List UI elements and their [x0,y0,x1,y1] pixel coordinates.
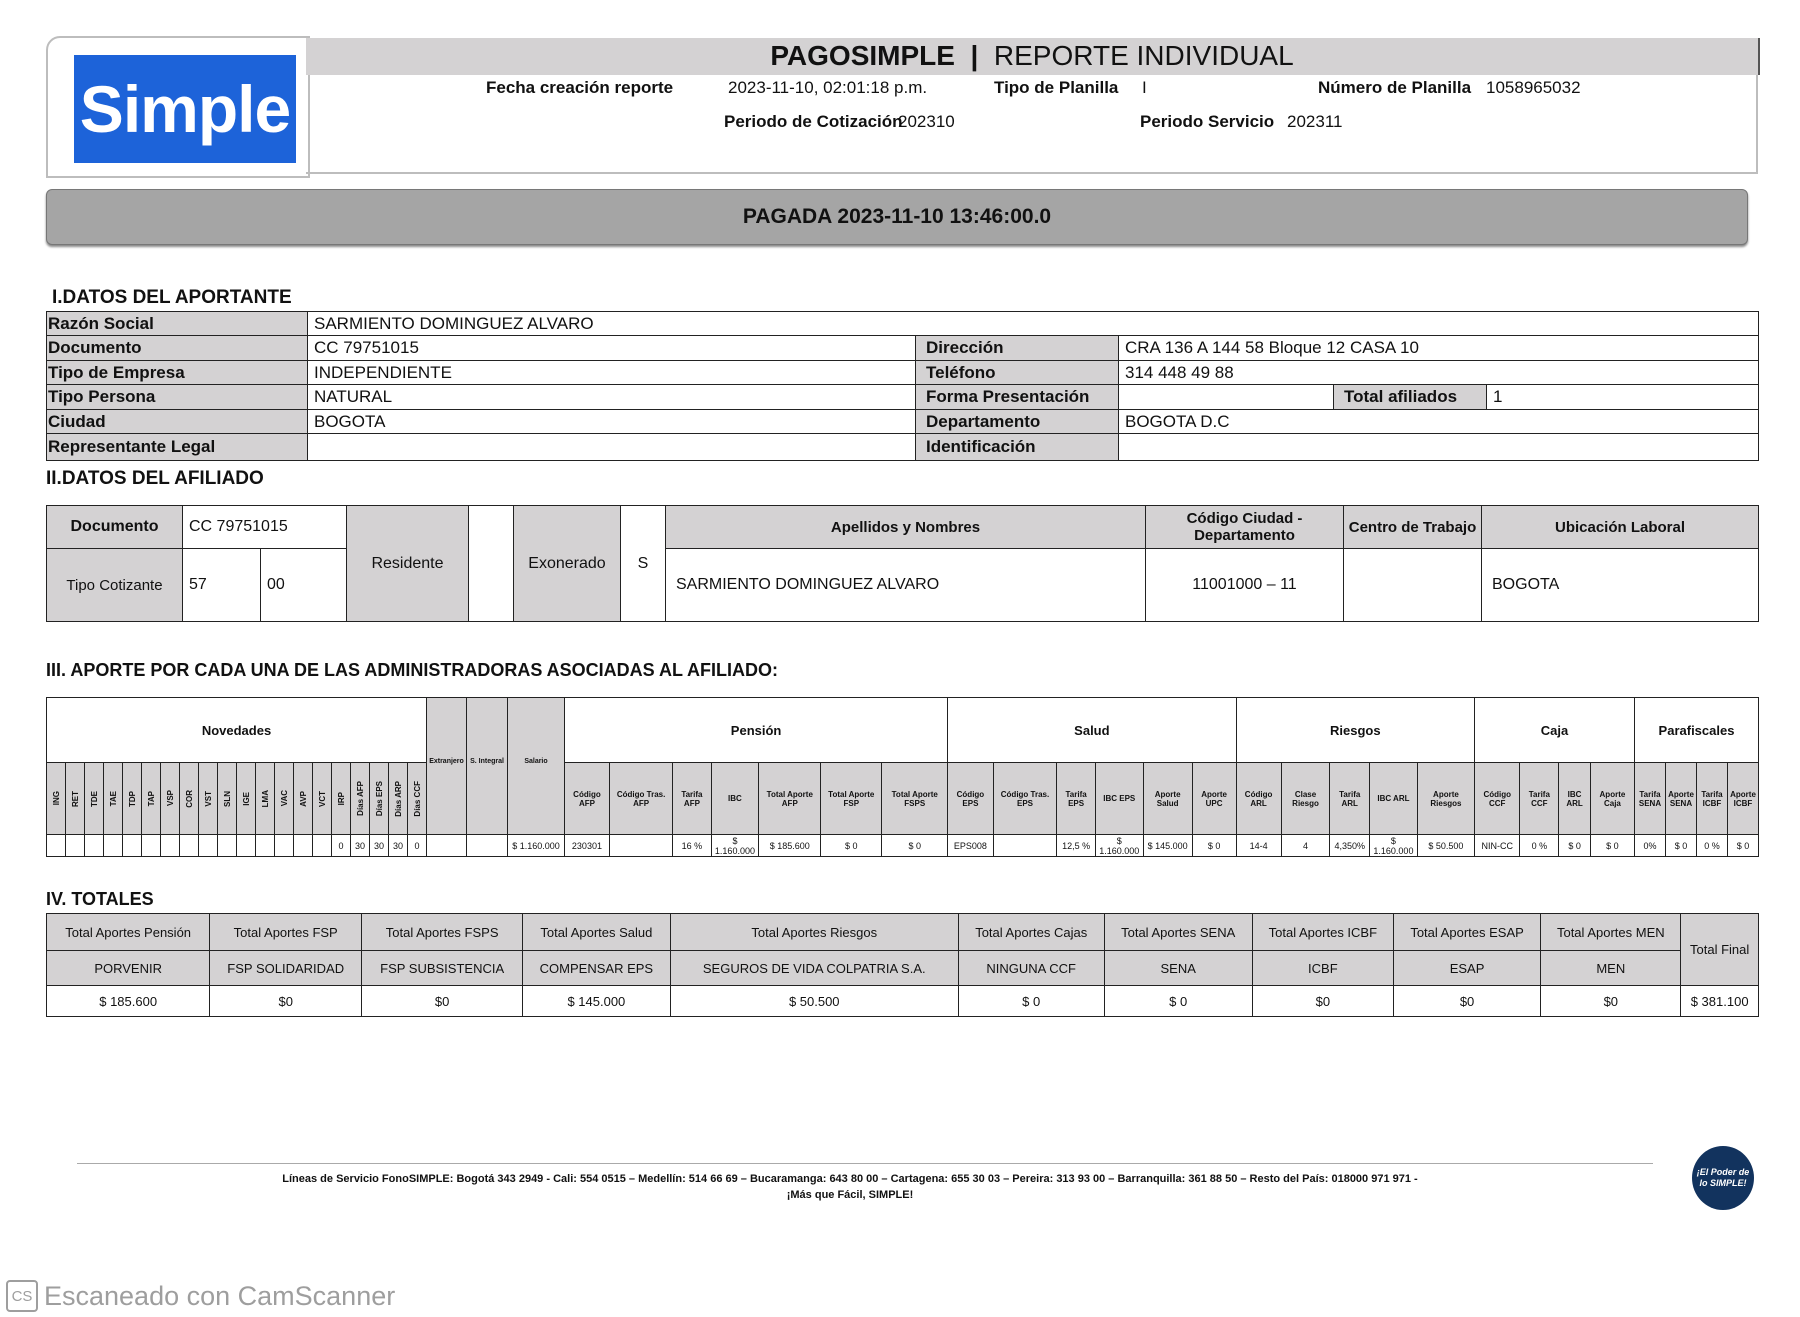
totales-value: $ 50.500 [670,986,958,1017]
aportes-cell: 0 % [1520,835,1559,857]
aportes-cell [142,835,161,857]
totales-value: $0 [362,986,523,1017]
totales-headers-row [47,914,1759,951]
aportes-col-header [66,763,85,835]
section-totales-title: IV. TOTALES [46,889,154,909]
aportes-cell: $ 0 [1590,835,1634,857]
aportes-cell [294,835,313,857]
aportes-cell: 12,5 % [1057,835,1096,857]
aportes-col-header-text: Total Aporte FSPS [891,789,938,808]
aportes-col-header [47,763,66,835]
aportes-cell: 0 [408,835,427,857]
aportes-col-header [993,763,1057,835]
razon-social-label: Razón Social [47,312,308,336]
aportes-cell: 0% [1635,835,1666,857]
exonerado-label: Exonerado [514,506,621,622]
footer-divider [77,1163,1653,1164]
aportes-col-header [1330,763,1370,835]
departamento-value: BOGOTA D.C [1119,410,1759,434]
aportes-cell [237,835,256,857]
footer-slogan: ¡Más que Fácil, SIMPLE! [786,1189,914,1201]
aportes-col-header [275,763,294,835]
aportes-col-header [759,763,821,835]
fecha-value: 2023-11-10, 02:01:18 p.m. [728,78,928,97]
codigo-ciudad-value: 11001000 – 11 [1146,549,1344,622]
aportes-col-header [1143,763,1192,835]
aportes-col-header-text: IRP [336,791,346,806]
aportes-col-header-text: Aporte UPC [1201,789,1227,808]
aportes-col-header-text: ING [51,791,61,806]
aportes-col-header-text: Tarifa AFP [681,789,703,808]
aportes-cell: $ 0 [821,835,882,857]
aportes-col-header-text: Aporte Riesgos [1430,789,1462,808]
aportes-col-header-text: VCT [317,790,327,807]
totales-entity: NINGUNA CCF [958,951,1104,986]
aportes-col-header-text: Código Tras. EPS [1000,789,1050,808]
totales-header: Total Aportes ESAP [1393,914,1540,951]
aportes-col-header-text: Tarifa ARL [1339,789,1361,808]
section-aportante-title: I.DATOS DEL APORTANTE [52,287,292,308]
residente-value [469,506,514,622]
aportes-cell: 30 [351,835,370,857]
departamento-label: Departamento [916,410,1119,434]
codigo-ciudad-label: Código Ciudad - Departamento [1146,506,1344,549]
aportes-col-header-text: Aporte SENA [1668,789,1694,808]
total-final-value: $ 381.100 [1681,986,1759,1017]
watermark-text: Escaneado con CamScanner [44,1280,396,1311]
total-afiliados-label: Total afiliados [1334,385,1487,410]
tipo-empresa-label: Tipo de Empresa [47,361,308,385]
aportes-col-header-text: SLN [222,790,232,807]
aportes-col-header-text: VAC [279,790,289,807]
aportes-col-header-text: Código CCF [1483,789,1511,808]
aportes-col-header-text: RET [70,790,80,807]
camscanner-watermark [6,1280,395,1312]
group-extranjero: Extranjero [427,698,467,835]
aportes-cell [313,835,332,857]
totales-value: $0 [1541,986,1681,1017]
camscanner-icon: CS [6,1280,38,1312]
totales-header: Total Aportes Salud [523,914,670,951]
section-afiliado-title: II.DATOS DEL AFILIADO [46,468,264,489]
aportes-col-header [1728,763,1759,835]
title-bar [306,38,1760,75]
afiliado-documento-value: CC 79751015 [183,506,347,549]
aportes-col-header-text: Aporte ICBF [1730,789,1756,808]
totales-entity: SENA [1104,951,1252,986]
aportes-col-header [218,763,237,835]
aportes-col-header [1697,763,1728,835]
title-separator: | [970,40,979,71]
aportes-col-header [332,763,351,835]
aportes-values-row [47,835,1759,857]
aportes-col-header [609,763,672,835]
ciudad-value: BOGOTA [308,410,916,434]
aportes-col-header [1370,763,1418,835]
group-salario: Salario [508,698,565,835]
aportes-col-header [85,763,104,835]
aportes-col-header-text: Días AFP [355,781,365,816]
totales-entity: PORVENIR [47,951,210,986]
representante-legal-label: Representante Legal [47,434,308,461]
aportes-col-header [673,763,711,835]
aportes-col-header [142,763,161,835]
aportes-col-header [1095,763,1143,835]
tipo-cotizante-value: 57 [183,549,261,622]
afiliado-table [46,505,1759,622]
aportes-col-header [1666,763,1697,835]
aportes-col-header-text: Aporte Caja [1599,789,1626,808]
aportes-cell: 30 [389,835,408,857]
aportes-cell: 16 % [673,835,711,857]
aportes-cell [47,835,66,857]
aportes-cell [104,835,123,857]
total-afiliados-value: 1 [1487,385,1759,410]
aportes-cell [609,835,672,857]
aportes-col-header [370,763,389,835]
tipo-planilla-value: I [1142,78,1147,97]
tipo-empresa-value: INDEPENDIENTE [308,361,916,385]
aportes-table [46,697,1759,857]
totales-entities-row [47,951,1759,986]
totales-entity: MEN [1541,951,1681,986]
documento-label: Documento [47,336,308,361]
totales-entity: SEGUROS DE VIDA COLPATRIA S.A. [670,951,958,986]
aportes-col-header [351,763,370,835]
aportes-col-header [199,763,218,835]
aportes-col-header-text: LMA [260,789,270,808]
aportes-col-header-text: Código EPS [956,789,985,808]
aportes-col-header-text: AVP [298,790,308,807]
aportes-col-header [256,763,275,835]
aportes-cell: 4 [1281,835,1330,857]
aportes-cell: $ 0 [1559,835,1591,857]
logo-text: Simple [79,72,291,146]
aportes-cell: $ 185.600 [759,835,821,857]
aportes-col-header [104,763,123,835]
aportes-col-header-text: IBC ARL [1377,794,1410,803]
aportes-col-header [294,763,313,835]
aportes-cell [161,835,180,857]
ciudad-label: Ciudad [47,410,308,434]
aportes-cell: 14-4 [1236,835,1281,857]
report-title [306,40,1758,72]
aportes-cell [275,835,294,857]
tipo-planilla-label: Tipo de Planilla [994,78,1119,97]
aportes-cell [199,835,218,857]
aportes-col-header [1520,763,1559,835]
aportes-col-header-text: Tarifa EPS [1065,789,1087,808]
periodo-cotizacion-value: 202310 [898,112,955,131]
title-rest: REPORTE INDIVIDUAL [993,40,1294,71]
aportante-table [46,311,1759,461]
aportes-cell [180,835,199,857]
tipo-persona-label: Tipo Persona [47,385,308,410]
identificacion-label: Identificación [916,434,1119,461]
title-brand: PAGOSIMPLE [770,40,955,71]
aportes-cell: EPS008 [948,835,993,857]
totales-value: $ 185.600 [47,986,210,1017]
aportes-cell: $ 50.500 [1417,835,1474,857]
documento-value: CC 79751015 [308,336,916,361]
aportes-col-header-text: Código AFP [573,789,601,808]
aportes-col-header [1281,763,1330,835]
aportes-col-header-text: Tarifa SENA [1638,789,1662,808]
ubicacion-laboral-value: BOGOTA [1482,549,1759,622]
aportes-col-header-text: Total Aporte FSP [828,789,875,808]
aportes-col-header [1417,763,1474,835]
periodo-cotizacion-label: Periodo de Cotización [724,112,903,131]
aportes-extranjero-value [427,835,467,857]
aportes-cell: $ 0 [1728,835,1759,857]
header-info [306,75,1758,174]
aportes-col-header [882,763,948,835]
aportes-col-header [1590,763,1634,835]
totales-entity: FSP SOLIDARIDAD [210,951,362,986]
aportes-cell: $ 0 [882,835,948,857]
nombres-value: SARMIENTO DOMINGUEZ ALVARO [666,549,1146,622]
totales-header: Total Aportes Cajas [958,914,1104,951]
aportes-col-header [313,763,332,835]
totales-value: $ 0 [1104,986,1252,1017]
aportes-col-header [1236,763,1281,835]
aportes-col-header-text: Clase Riesgo [1292,789,1319,808]
periodo-servicio-label: Periodo Servicio [1140,112,1275,131]
aportes-col-header-text: Tarifa CCF [1528,789,1550,808]
group-s-integral: S. Integral [467,698,508,835]
aportes-cell [256,835,275,857]
direccion-value: CRA 136 A 144 58 Bloque 12 CASA 10 [1119,336,1759,361]
group-novedades: Novedades [47,698,427,763]
identificacion-value [1119,434,1759,461]
simple-logo [74,55,296,163]
nombres-label: Apellidos y Nombres [666,506,1146,549]
aportes-col-header-text: Días CCF [412,780,422,817]
aportes-cell: $ 1.160.000 [1095,835,1143,857]
aportes-col-header-text: IGE [241,791,251,806]
aportes-column-headers [47,763,1759,835]
aportes-col-header [237,763,256,835]
aportes-col-header [1057,763,1096,835]
logo-box [46,36,310,178]
tipo-cotizante-label: Tipo Cotizante [47,549,183,622]
totales-entity: COMPENSAR EPS [523,951,670,986]
totales-header: Total Aportes Riesgos [670,914,958,951]
numero-planilla-value: 1058965032 [1486,78,1581,97]
aportes-col-header-text: Tarifa ICBF [1701,789,1723,808]
aportes-salario-value: $ 1.160.000 [508,835,565,857]
forma-presentacion-value [1119,385,1334,410]
aportes-col-header [1635,763,1666,835]
aportes-cell [66,835,85,857]
representante-legal-value [308,434,916,461]
aportes-cell [218,835,237,857]
aportes-col-header-text: VSP [165,790,175,807]
forma-presentacion-label: Forma Presentación [916,385,1119,410]
aportes-col-header-text: Código ARL [1244,789,1273,808]
centro-trabajo-label: Centro de Trabajo [1344,506,1482,549]
aportes-cell [993,835,1057,857]
totales-value: $ 145.000 [523,986,670,1017]
simple-badge-icon: ¡El Poder de lo SIMPLE! [1692,1146,1754,1210]
aportes-col-header [821,763,882,835]
totales-header: Total Aportes Pensión [47,914,210,951]
centro-trabajo-value [1344,549,1482,622]
razon-social-value: SARMIENTO DOMINGUEZ ALVARO [308,312,1759,336]
aportes-cell: NIN-CC [1475,835,1520,857]
payment-status-bar: PAGADA 2023-11-10 13:46:00.0 [46,189,1748,245]
footer-text [150,1171,1550,1203]
totales-table [46,913,1759,1017]
aportes-cell: $ 1.160.000 [1370,835,1418,857]
aportes-cell: 30 [370,835,389,857]
aportes-cell: 230301 [565,835,610,857]
aportes-col-header-text: TAE [108,790,118,807]
numero-planilla-label: Número de Planilla [1318,78,1472,97]
telefono-label: Teléfono [916,361,1119,385]
aportes-col-header-text: Total Aporte AFP [766,789,813,808]
aportes-col-header [565,763,610,835]
group-riesgos: Riesgos [1236,698,1475,763]
totales-header: Total Aportes FSPS [362,914,523,951]
aportes-cell [85,835,104,857]
totales-entity: FSP SUBSISTENCIA [362,951,523,986]
totales-value: $0 [210,986,362,1017]
aportes-col-header-text: Código Tras. AFP [616,789,666,808]
afiliado-documento-label: Documento [47,506,183,549]
aportes-cell: $ 0 [1192,835,1236,857]
aportes-cell: 4,350% [1330,835,1370,857]
group-caja: Caja [1475,698,1635,763]
aportes-col-header-text: IBC [728,794,742,803]
subtipo-cotizante-value: 00 [261,549,347,622]
fecha-label: Fecha creación reporte [486,78,674,97]
totales-entity: ESAP [1393,951,1540,986]
aportes-col-header-text: Días ARP [393,780,403,817]
aportes-col-header-text: Aporte Salud [1154,789,1181,808]
aportes-cell: $ 145.000 [1143,835,1192,857]
aportes-col-header-text: TDP [127,790,137,807]
aportes-col-header-text: IBC ARL [1566,789,1583,808]
aportes-col-header [180,763,199,835]
footer-service-lines: Líneas de Servicio FonoSIMPLE: Bogotá 343 2949 - Cali: 554 0515 – Medellín: 514 66 69 – Bucaramanga: 643 80 00 – Cartagena: 655 30 03 – Pereira: 313 93 00 – Barranquilla: 361 88 50 – Resto del País: 018000 971 971 - [282,1173,1418,1185]
aportes-col-header [161,763,180,835]
totales-value: $0 [1252,986,1393,1017]
aportes-col-header [948,763,993,835]
periodo-servicio-value: 202311 [1287,112,1343,131]
tipo-persona-value: NATURAL [308,385,916,410]
aportes-cell: $ 1.160.000 [711,835,759,857]
aportes-cell: 0 [332,835,351,857]
aportes-col-header [1559,763,1591,835]
aportes-cell [123,835,142,857]
group-salud: Salud [948,698,1236,763]
aportes-col-header [408,763,427,835]
telefono-value: 314 448 49 88 [1119,361,1759,385]
aportes-col-header [711,763,759,835]
totales-header: Total Aportes ICBF [1252,914,1393,951]
aportes-col-header [123,763,142,835]
totales-header: Total Aportes FSP [210,914,362,951]
totales-entity: ICBF [1252,951,1393,986]
exonerado-value: S [621,506,666,622]
aportes-cell: 0 % [1697,835,1728,857]
aportes-col-header-text: IBC EPS [1103,794,1136,803]
aportes-col-header-text: TAP [146,790,156,807]
totales-value: $ 0 [958,986,1104,1017]
aportes-col-header [1192,763,1236,835]
aportes-col-header-text: TDE [89,790,99,807]
total-final-label: Total Final [1681,914,1759,986]
totales-values-row [47,986,1759,1017]
aportes-col-header-text: VST [203,790,213,807]
section-aportes-title: III. APORTE POR CADA UNA DE LAS ADMINISTRADORAS ASOCIADAS AL AFILIADO: [46,660,779,680]
aportes-col-header [389,763,408,835]
group-parafiscales: Parafiscales [1635,698,1759,763]
totales-header: Total Aportes MEN [1541,914,1681,951]
totales-header: Total Aportes SENA [1104,914,1252,951]
aportes-col-header-text: Días EPS [374,780,384,817]
group-pension: Pensión [565,698,948,763]
aportes-s-integral-value [467,835,508,857]
totales-value: $0 [1393,986,1540,1017]
aportes-col-header [1475,763,1520,835]
aportes-cell: $ 0 [1666,835,1697,857]
residente-label: Residente [347,506,469,622]
aportes-col-header-text: COR [184,789,194,808]
ubicacion-laboral-label: Ubicación Laboral [1482,506,1759,549]
direccion-label: Dirección [916,336,1119,361]
